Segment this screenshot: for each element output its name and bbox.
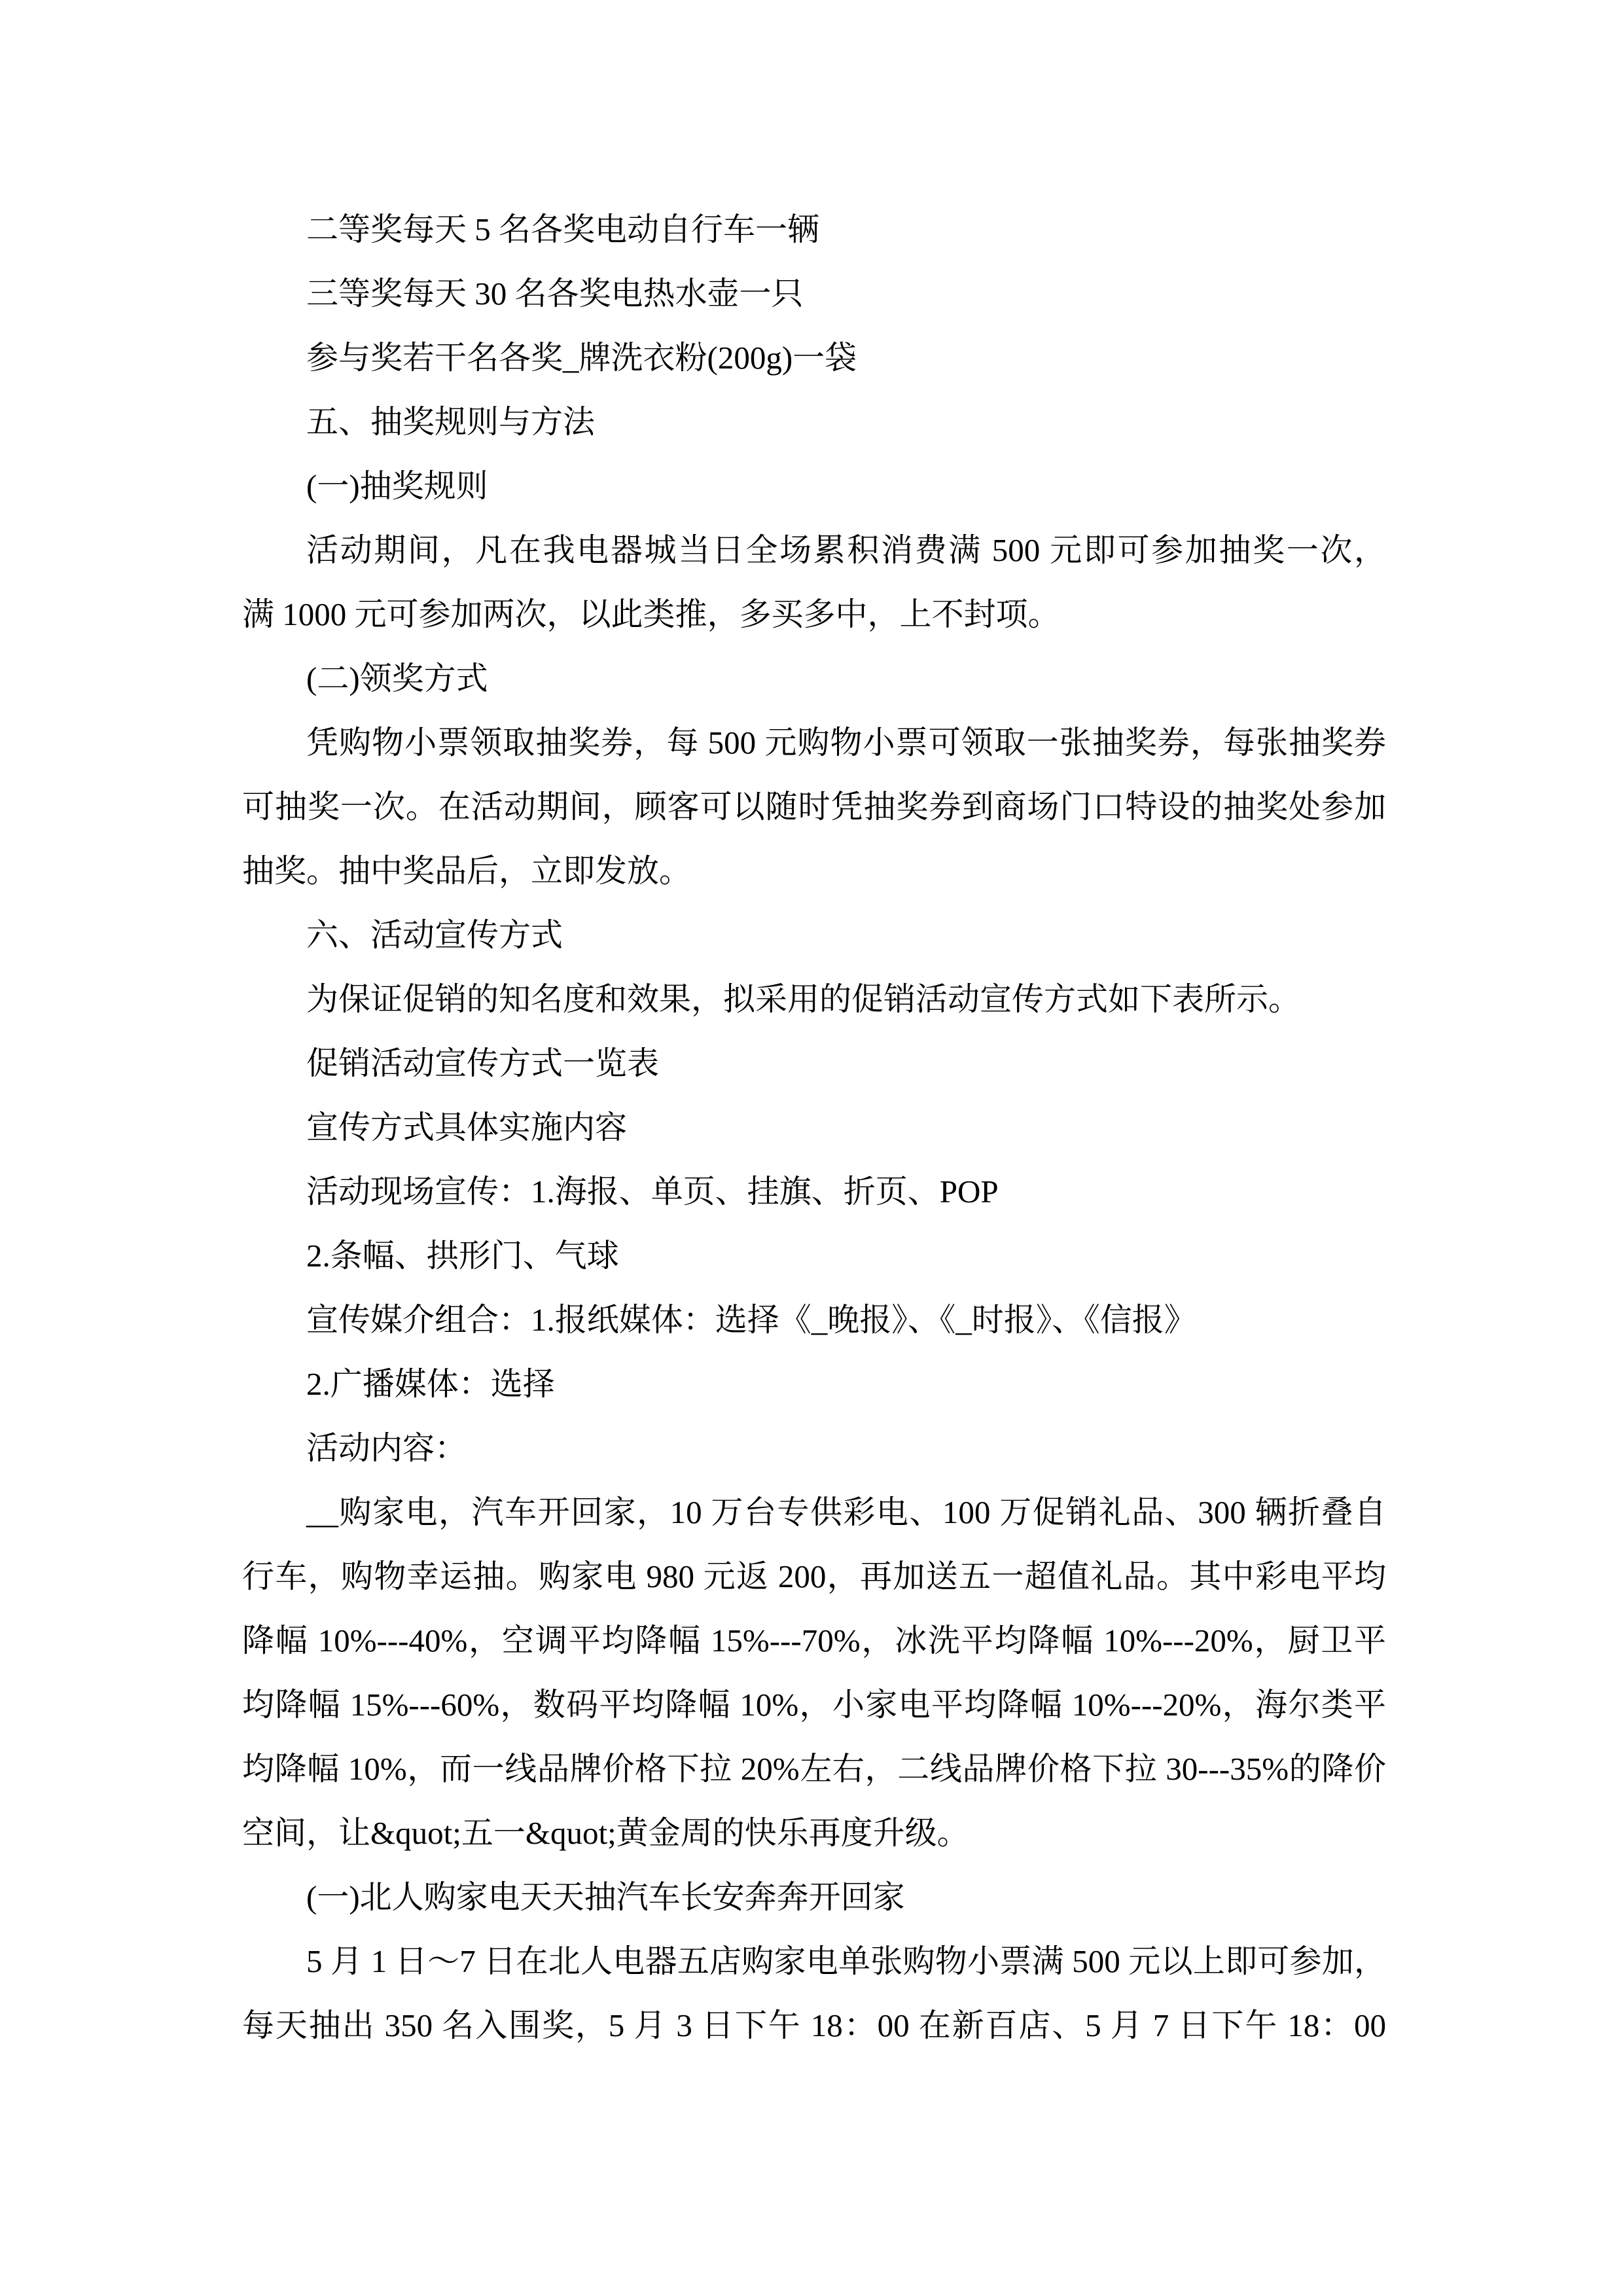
text-line-22: 行车，购物幸运抽。购家电 980 元返 200，再加送五一超值礼品。其中彩电平均	[242, 1558, 1386, 1594]
text-line-21: __购家电，汽车开回家，10 万台专供彩电、100 万促销礼品、300 辆折叠自	[306, 1494, 1386, 1530]
text-line-12: 六、活动宣传方式	[306, 917, 563, 953]
text-line-27: (一)北人购家电天天抽汽车长安奔奔开回家	[306, 1879, 905, 1915]
text-line-14: 促销活动宣传方式一览表	[306, 1045, 660, 1081]
text-line-2: 三等奖每天 30 名各奖电热水壶一只	[306, 276, 804, 312]
text-line-13: 为保证促销的知名度和效果，拟采用的促销活动宣传方式如下表所示。	[306, 981, 1301, 1017]
text-line-25: 均降幅 10%，而一线品牌价格下拉 20%左右，二线品牌价格下拉 30---35%的降价	[242, 1751, 1386, 1787]
text-line-7: 满 1000 元可参加两次，以此类推，多买多中，上不封项。	[242, 596, 1060, 632]
text-line-8: (二)领奖方式	[306, 660, 488, 696]
text-line-9: 凭购物小票领取抽奖券，每 500 元购物小票可领取一张抽奖券，每张抽奖券	[306, 725, 1386, 761]
text-line-23: 降幅 10%---40%，空调平均降幅 15%---70%，冰洗平均降幅 10%---20%，厨卫平	[242, 1623, 1386, 1659]
text-line-15: 宣传方式具体实施内容	[306, 1109, 628, 1145]
text-line-1: 二等奖每天 5 名各奖电动自行车一辆	[306, 211, 820, 247]
text-line-16: 活动现场宣传：1.海报、单页、挂旗、折页、POP	[306, 1174, 999, 1210]
text-line-29: 每天抽出 350 名入围奖，5 月 3 日下午 18：00 在新百店、5 月 7 日下午 18：00	[242, 2007, 1386, 2043]
text-line-4: 五、抽奖规则与方法	[306, 404, 596, 440]
text-line-3: 参与奖若干名各奖_牌洗衣粉(200g)一袋	[306, 340, 857, 376]
text-line-18: 宣传媒介组合：1.报纸媒体：选择《_晚报》、《_时报》、《信报》	[306, 1302, 1196, 1338]
text-line-20: 活动内容：	[306, 1430, 467, 1466]
text-line-10: 可抽奖一次。在活动期间，顾客可以随时凭抽奖券到商场门口特设的抽奖处参加	[242, 789, 1386, 825]
text-line-19: 2.广播媒体：选择	[306, 1366, 555, 1402]
text-line-28: 5 月 1 日～7 日在北人电器五店购家电单张购物小票满 500 元以上即可参加，	[306, 1943, 1386, 1979]
text-line-5: (一)抽奖规则	[306, 468, 488, 504]
text-line-17: 2.条幅、拱形门、气球	[306, 1238, 619, 1274]
text-line-6: 活动期间，凡在我电器城当日全场累积消费满 500 元即可参加抽奖一次，	[306, 532, 1386, 568]
text-line-26: 空间，让&quot;五一&quot;黄金周的快乐再度升级。	[242, 1815, 969, 1851]
text-line-11: 抽奖。抽中奖品后，立即发放。	[242, 853, 692, 889]
text-line-24: 均降幅 15%---60%，数码平均降幅 10%，小家电平均降幅 10%---20%，海尔类平	[242, 1687, 1386, 1723]
